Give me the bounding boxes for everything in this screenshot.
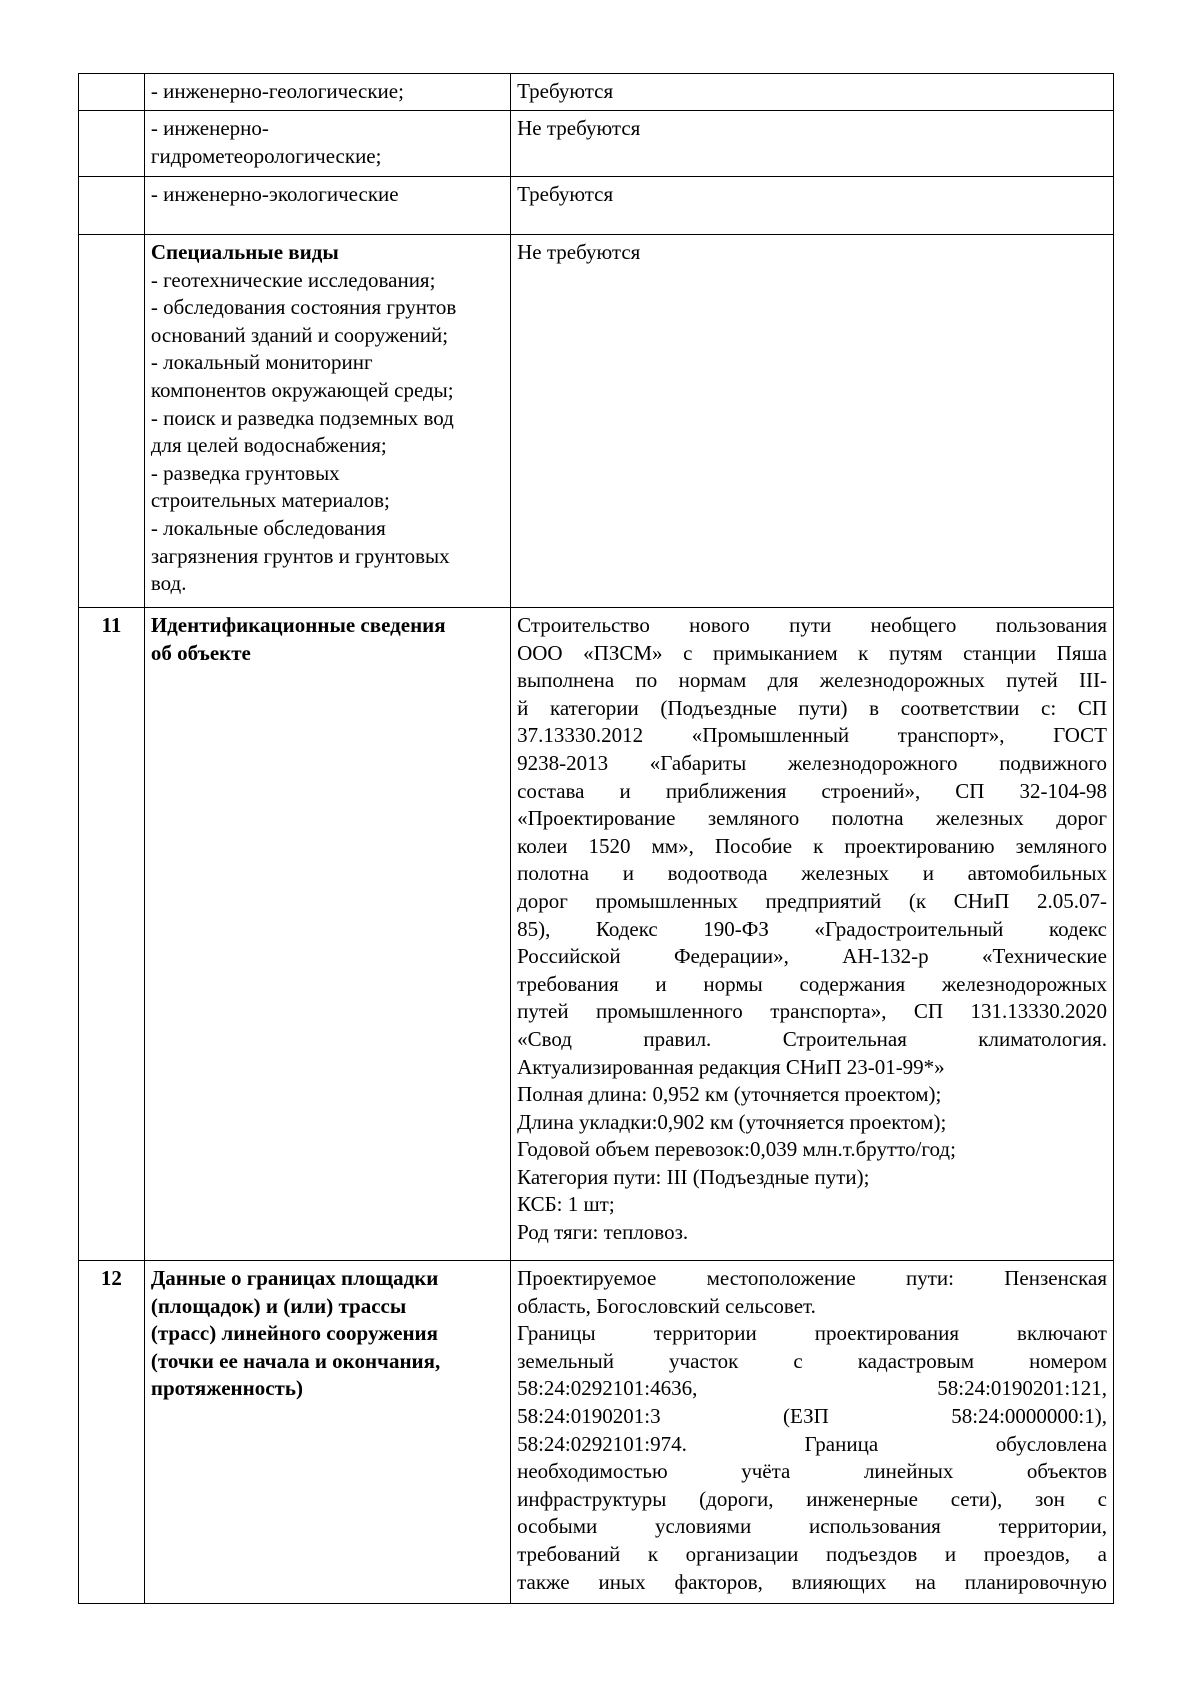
row-name-line: Идентификационные сведения xyxy=(150,613,446,637)
requirements-table xyxy=(78,73,1114,1604)
row-name-line: об объекте xyxy=(150,640,251,665)
row-name-text: - инженерно-экологические xyxy=(150,182,399,206)
row-value-line: 58:24:0190201:3 (ЕЗП 58:24:0000000:1), xyxy=(517,1403,1107,1428)
row-value-line: 85), Кодекс 190-ФЗ «Градостроительный кодекс xyxy=(517,916,1107,941)
row-name-line: (трасс) линейного сооружения xyxy=(150,1321,439,1346)
row-value-line: Годовой объем перевозок:0,039 млн.т.брутто/год; xyxy=(517,1137,956,1162)
row-number: 12 xyxy=(79,1261,145,1604)
row-value-line: необходимостью учёта линейных объектов xyxy=(517,1459,1107,1484)
row-name-line: - локальный мониторинг xyxy=(150,350,373,375)
row-name xyxy=(144,111,510,177)
row-value-line: й категории (Подъездные пути) в соответствии с: СП xyxy=(517,695,1107,720)
row-value xyxy=(511,111,1114,177)
row-name-line: - геотехнические исследования; xyxy=(150,267,436,292)
row-value-line: 9238-2013 «Габариты железнодорожного подвижного xyxy=(517,750,1107,775)
row-value-text: Требуются xyxy=(517,182,614,206)
row-value xyxy=(511,177,1114,235)
row-value xyxy=(511,608,1114,1261)
row-value-text: Не требуются xyxy=(517,116,641,140)
row-value xyxy=(511,235,1114,608)
row-name-line: - разведка грунтовых xyxy=(150,460,340,485)
table-row xyxy=(79,1261,1114,1604)
row-name-text: - инженерно-геологические; xyxy=(150,79,404,103)
row-value-line: также иных факторов, влияющих на планировочную xyxy=(517,1569,1107,1594)
table-row xyxy=(79,177,1114,235)
row-name-line: гидрометеорологические; xyxy=(150,143,382,168)
row-value-line: 37.13330.2012 «Промышленный транспорт», ГОСТ xyxy=(517,723,1107,748)
row-name xyxy=(144,177,510,235)
row-value xyxy=(511,1261,1114,1604)
row-value-line: путей промышленного транспорта», СП 131.13330.2020 xyxy=(517,999,1107,1024)
row-name-line: - поиск и разведка подземных вод xyxy=(150,405,454,430)
row-value-line: Категория пути: III (Подъездные пути); xyxy=(517,1164,870,1189)
row-number xyxy=(79,177,145,235)
row-value xyxy=(511,74,1114,111)
row-value-line: выполнена по нормам для железнодорожных путей III- xyxy=(517,668,1107,693)
row-value-line: особыми условиями использования территории, xyxy=(517,1514,1107,1539)
row-name-line: Данные о границах площадки xyxy=(150,1266,439,1290)
row-name xyxy=(144,74,510,111)
row-value-line: Род тяги: тепловоз. xyxy=(517,1220,689,1245)
row-value-line: земельный участок с кадастровым номером xyxy=(517,1348,1107,1373)
row-name-line: (точки ее начала и окончания, xyxy=(150,1348,441,1373)
row-name-line: (площадок) и (или) трассы xyxy=(150,1293,407,1318)
row-value-line: ООО «ПЗСМ» с примыканием к путям станции Пяша xyxy=(517,640,1107,665)
table-row xyxy=(79,608,1114,1261)
row-value-line: Проектируемое местоположение пути: Пензенская xyxy=(517,1266,1107,1290)
table-row xyxy=(79,74,1114,111)
row-name-line: - локальные обследования xyxy=(150,515,386,540)
row-value-line: «Свод правил. Строительная климатология. xyxy=(517,1026,1107,1051)
row-value-text: Не требуются xyxy=(517,240,641,264)
row-value-line: КСБ: 1 шт; xyxy=(517,1192,615,1217)
row-value-text: Требуются xyxy=(517,79,614,103)
row-value-line: инфраструктуры (дороги, инженерные сети), зон с xyxy=(517,1486,1107,1511)
row-value-line: требования и нормы содержания железнодорожных xyxy=(517,971,1107,996)
row-name-title: Специальные виды xyxy=(150,240,339,264)
row-value-line: Границы территории проектирования включают xyxy=(517,1321,1107,1346)
row-value-line: «Проектирование земляного полотна железных дорог xyxy=(517,806,1107,831)
row-name-line: для целей водоснабжения; xyxy=(150,433,387,458)
row-value-line: 58:24:0292101:4636, 58:24:0190201:121, xyxy=(517,1376,1107,1401)
row-value-line: Актуализированная редакция СНиП 23-01-99*» xyxy=(517,1054,945,1079)
row-number xyxy=(79,235,145,608)
row-value-line: требований к организации подъездов и проездов, а xyxy=(517,1541,1107,1566)
row-name-line: оснований зданий и сооружений; xyxy=(150,322,449,347)
row-number xyxy=(79,74,145,111)
row-name-line: - обследования состояния грунтов xyxy=(150,295,457,320)
table-row xyxy=(79,235,1114,608)
row-value-line: Российской Федерации», АН-132-р «Технические xyxy=(517,944,1107,969)
row-value-line: Строительство нового пути необщего пользования xyxy=(517,613,1107,637)
row-value-line: Длина укладки:0,902 км (уточняется проектом); xyxy=(517,1109,947,1134)
row-name-line: протяженность) xyxy=(150,1376,303,1401)
row-name xyxy=(144,1261,510,1604)
row-name xyxy=(144,235,510,608)
document-page xyxy=(78,73,1114,1604)
row-value-line: состава и приближения строений», СП 32-104-98 xyxy=(517,778,1107,803)
row-name-line: строительных материалов; xyxy=(150,488,390,513)
table-row xyxy=(79,111,1114,177)
row-value-line: 58:24:0292101:974. Граница обусловлена xyxy=(517,1431,1107,1456)
row-name-line: компонентов окружающей среды; xyxy=(150,377,454,402)
row-name-line: загрязнения грунтов и грунтовых xyxy=(150,543,450,568)
row-number: 11 xyxy=(79,608,145,1261)
row-number xyxy=(79,111,145,177)
row-name-line: вод. xyxy=(150,571,187,596)
row-name-line: - инженерно- xyxy=(150,116,269,140)
row-value-line: дорог промышленных предприятий (к СНиП 2.05.07- xyxy=(517,888,1107,913)
row-value-line: Полная длина: 0,952 км (уточняется проектом); xyxy=(517,1082,942,1107)
row-value-line: колеи 1520 мм», Пособие к проектированию земляного xyxy=(517,833,1107,858)
row-name xyxy=(144,608,510,1261)
row-value-line: область, Богословский сельсовет. xyxy=(517,1293,816,1318)
row-value-line: полотна и водоотвода железных и автомобильных xyxy=(517,861,1107,886)
